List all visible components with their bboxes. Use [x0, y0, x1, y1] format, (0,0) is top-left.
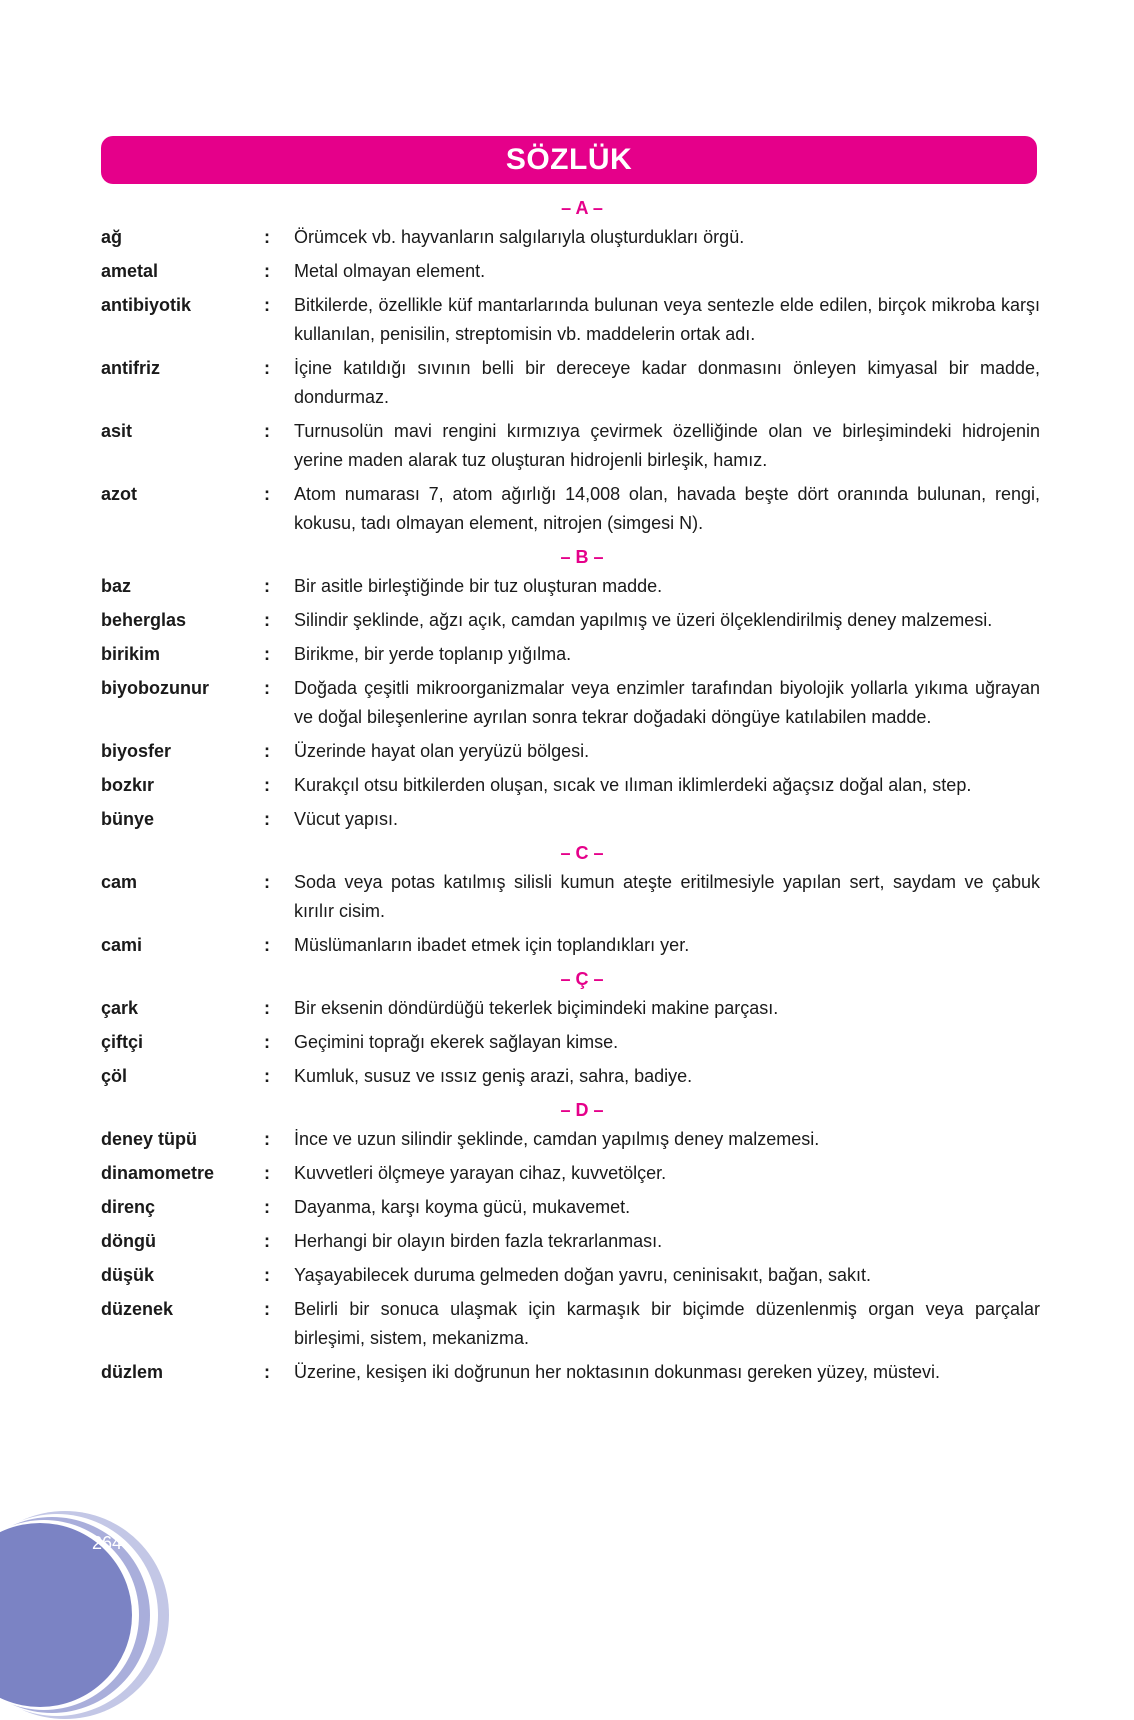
entry-separator: : [264, 576, 270, 596]
entry-term: çöl [101, 1066, 128, 1086]
entry-definition: Örümcek vb. hayvanların salgılarıyla oluşturdukları örgü. [294, 227, 745, 247]
entry-definition: Bir asitle birleştiğinde bir tuz oluşturan madde. [294, 576, 663, 596]
glossary [0, 194, 1134, 1392]
entry-definition: Kuvvetleri ölçmeye yarayan cihaz, kuvvetölçer. [294, 1163, 667, 1183]
section-letter: – D – [560, 1100, 604, 1120]
glossary-entry [0, 291, 1134, 349]
entry-definition: Kumluk, susuz ve ıssız geniş arazi, sahra, badiye. [294, 1066, 693, 1086]
entry-term: direnç [101, 1197, 156, 1217]
entry-term: asit [101, 421, 133, 441]
entry-term: antibiyotik [101, 295, 192, 315]
entry-term: düzenek [101, 1299, 174, 1319]
glossary-entry [0, 868, 1134, 926]
entry-term: deney tüpü [101, 1129, 198, 1149]
entry-separator: : [264, 775, 270, 795]
entry-term: antifriz [101, 358, 161, 378]
entry-definition: İnce ve uzun silindir şeklinde, camdan yapılmış deney malzemesi. [294, 1129, 820, 1149]
entry-separator: : [264, 295, 270, 315]
entry-separator: : [264, 1163, 270, 1183]
entry-term: birikim [101, 644, 161, 664]
page-title: SÖZLÜK [505, 143, 633, 176]
entry-term: baz [101, 576, 132, 596]
entry-term: ametal [101, 261, 159, 281]
entry-term: beherglas [101, 610, 187, 630]
glossary-entry [0, 737, 1134, 766]
entry-definition: Yaşayabilecek duruma gelmeden doğan yavru, ceninisakıt, bağan, sakıt. [294, 1265, 872, 1285]
entry-term: biyobozunur [101, 678, 209, 698]
entry-separator: : [264, 421, 270, 441]
glossary-entry [0, 805, 1134, 834]
entry-term: ağ [101, 227, 123, 247]
entry-definition: Belirli bir sonuca ulaşmak için karmaşık bir biçimde düzenlenmiş organ veya parçalar birleşimi, sistem, mekanizma. [294, 1299, 1040, 1348]
entry-term: çiftçi [101, 1032, 144, 1052]
entry-definition: Birikme, bir yerde toplanıp yığılma. [294, 644, 572, 664]
entry-definition: Bitkilerde, özellikle küf mantarlarında bulunan veya sentezle elde edilen, birçok mikroba karşı kullanılan, penisilin, streptomisin vb. maddelerin ortak adı. [294, 295, 1040, 344]
glossary-entry [0, 771, 1134, 800]
entry-term: bünye [101, 809, 155, 829]
entry-definition: Kurakçıl otsu bitkilerden oluşan, sıcak ve ılıman iklimlerdeki ağaçsız doğal alan, step. [294, 775, 972, 795]
glossary-entry [0, 640, 1134, 669]
entry-term: cam [101, 872, 138, 892]
glossary-entry [0, 1062, 1134, 1091]
entry-separator: : [264, 227, 270, 247]
glossary-entry [0, 480, 1134, 538]
entry-separator: : [264, 610, 270, 630]
entry-definition: İçine katıldığı sıvının belli bir dereceye kadar donmasını önleyen kimyasal bir madde, dondurmaz. [294, 358, 1040, 407]
entry-definition: Müslümanların ibadet etmek için toplandıkları yer. [294, 935, 690, 955]
entry-definition: Vücut yapısı. [294, 809, 399, 829]
glossary-entry [0, 994, 1134, 1023]
section-letter: – C – [560, 843, 604, 863]
glossary-entry [0, 1028, 1134, 1057]
entry-term: azot [101, 484, 137, 504]
entry-separator: : [264, 1231, 270, 1251]
glossary-entry [0, 354, 1134, 412]
section-letter: – A – [561, 198, 603, 218]
glossary-entry [0, 1295, 1134, 1353]
entry-definition: Üzerine, kesişen iki doğrunun her noktasının dokunması gereken yüzey, müstevi. [294, 1362, 941, 1382]
entry-separator: : [264, 1066, 270, 1086]
entry-separator: : [264, 1197, 270, 1217]
glossary-entry [0, 572, 1134, 601]
entry-term: biyosfer [101, 741, 172, 761]
entry-separator: : [264, 644, 270, 664]
glossary-entry [0, 1358, 1134, 1387]
glossary-entry [0, 606, 1134, 635]
entry-definition: Atom numarası 7, atom ağırlığı 14,008 olan, havada beşte dört oranında bulunan, rengi, kokusu, tadı olmayan element, nitrojen (simgesi N). [294, 484, 1040, 533]
glossary-entry [0, 1261, 1134, 1290]
entry-definition: Silindir şeklinde, ağzı açık, camdan yapılmış ve üzeri ölçeklendirilmiş deney malzemesi. [294, 610, 993, 630]
entry-definition: Üzerinde hayat olan yeryüzü bölgesi. [294, 741, 590, 761]
entry-separator: : [264, 358, 270, 378]
title-bar [101, 136, 1037, 184]
entry-separator: : [264, 1265, 270, 1285]
glossary-entry [0, 1159, 1134, 1188]
glossary-entry [0, 674, 1134, 732]
entry-separator: : [264, 935, 270, 955]
glossary-entry [0, 223, 1134, 252]
entry-separator: : [264, 1362, 270, 1382]
entry-definition: Herhangi bir olayın birden fazla tekrarlanması. [294, 1231, 663, 1251]
entry-separator: : [264, 1032, 270, 1052]
glossary-entry [0, 1125, 1134, 1154]
entry-definition: Geçimini toprağı ekerek sağlayan kimse. [294, 1032, 619, 1052]
entry-separator: : [264, 261, 270, 281]
entry-separator: : [264, 1299, 270, 1319]
section-letter: – B – [560, 547, 604, 567]
entry-definition: Soda veya potas katılmış silisli kumun ateşte eritilmesiyle yapılan sert, saydam ve çabuk kırılır cisim. [294, 872, 1040, 921]
entry-definition: Metal olmayan element. [294, 261, 486, 281]
entry-separator: : [264, 872, 270, 892]
entry-term: düzlem [101, 1362, 164, 1382]
glossary-entry [0, 1227, 1134, 1256]
entry-definition: Doğada çeşitli mikroorganizmalar veya enzimler tarafından biyolojik yollarla yıkıma uğrayan ve doğal bileşenlerine ayrılan sonra tekrar doğadaki döngüye katılabilen madde. [294, 678, 1040, 727]
entry-separator: : [264, 484, 270, 504]
page-number: 264 [92, 1533, 123, 1553]
page-corner-decoration [0, 1510, 170, 1720]
entry-term: cami [101, 935, 143, 955]
glossary-entry [0, 931, 1134, 960]
entry-term: çark [101, 998, 139, 1018]
entry-definition: Bir eksenin döndürdüğü tekerlek biçimindeki makine parçası. [294, 998, 779, 1018]
entry-term: dinamometre [101, 1163, 215, 1183]
entry-definition: Dayanma, karşı koyma gücü, mukavemet. [294, 1197, 631, 1217]
entry-term: bozkır [101, 775, 155, 795]
entry-separator: : [264, 1129, 270, 1149]
glossary-entry [0, 417, 1134, 475]
entry-separator: : [264, 678, 270, 698]
entry-separator: : [264, 809, 270, 829]
entry-term: döngü [101, 1231, 156, 1251]
entry-definition: Turnusolün mavi rengini kırmızıya çevirmek özelliğinde olan ve birleşimindeki hidrojenin yerine maden alarak tuz oluşturan hidrojenli birleşik, hamız. [294, 421, 1040, 470]
glossary-entry [0, 1193, 1134, 1222]
entry-separator: : [264, 998, 270, 1018]
entry-separator: : [264, 741, 270, 761]
entry-term: düşük [101, 1265, 155, 1285]
section-letter: – Ç – [560, 969, 604, 989]
glossary-entry [0, 257, 1134, 286]
